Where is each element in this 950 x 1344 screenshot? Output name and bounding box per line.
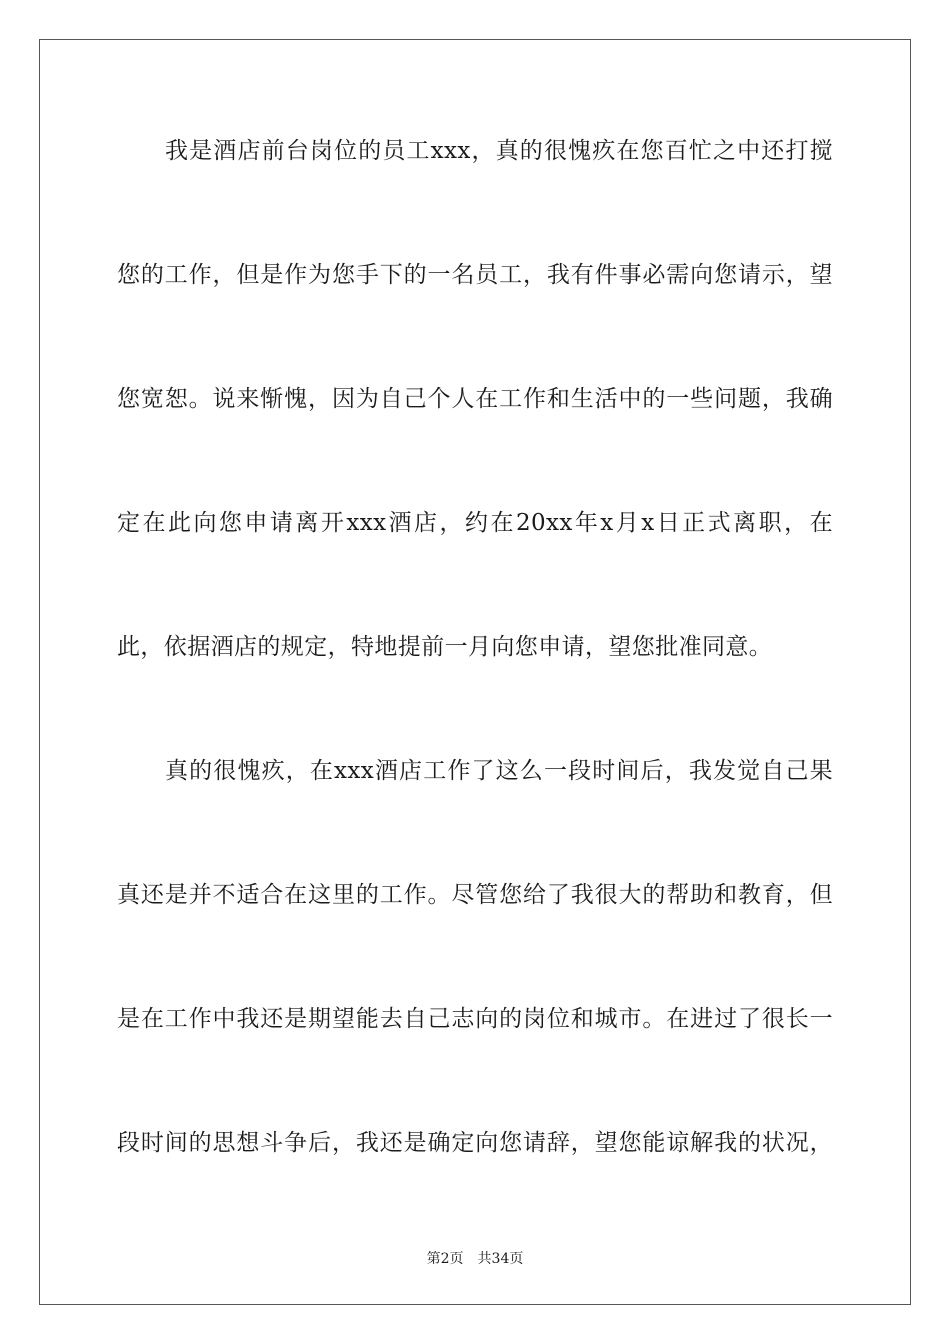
paragraph-line: 段时间的思想斗争后，我还是确定向您请辞，望您能谅解我的状况， (117, 1130, 833, 1156)
paragraph-line: 此，依据酒店的规定，特地提前一月向您申请，望您批准同意。 (117, 634, 773, 660)
page-border (39, 39, 911, 1305)
paragraph-line: 是在工作中我还是期望能去自己志向的岗位和城市。在进过了很长一 (117, 1006, 833, 1032)
page-footer (0, 1248, 950, 1268)
paragraph-line: 您宽恕。说来惭愧，因为自己个人在工作和生活中的一些问题，我确 (117, 386, 833, 412)
page-number: 第2页 (426, 1251, 464, 1267)
paragraph-line: 您的工作，但是作为您手下的一名员工，我有件事必需向您请示，望 (117, 262, 833, 288)
paragraph-line: 定在此向您申请离开xxx酒店，约在20xx年x月x日正式离职，在 (117, 510, 833, 536)
paragraph-line: 真还是并不适合在这里的工作。尽管您给了我很大的帮助和教育，但 (117, 882, 833, 908)
paragraph-line: 我是酒店前台岗位的员工xxx，真的很愧疚在您百忙之中还打搅 (165, 138, 833, 164)
total-pages: 共34页 (477, 1251, 524, 1267)
paragraph-line: 真的很愧疚，在xxx酒店工作了这么一段时间后，我发觉自己果 (165, 758, 833, 784)
